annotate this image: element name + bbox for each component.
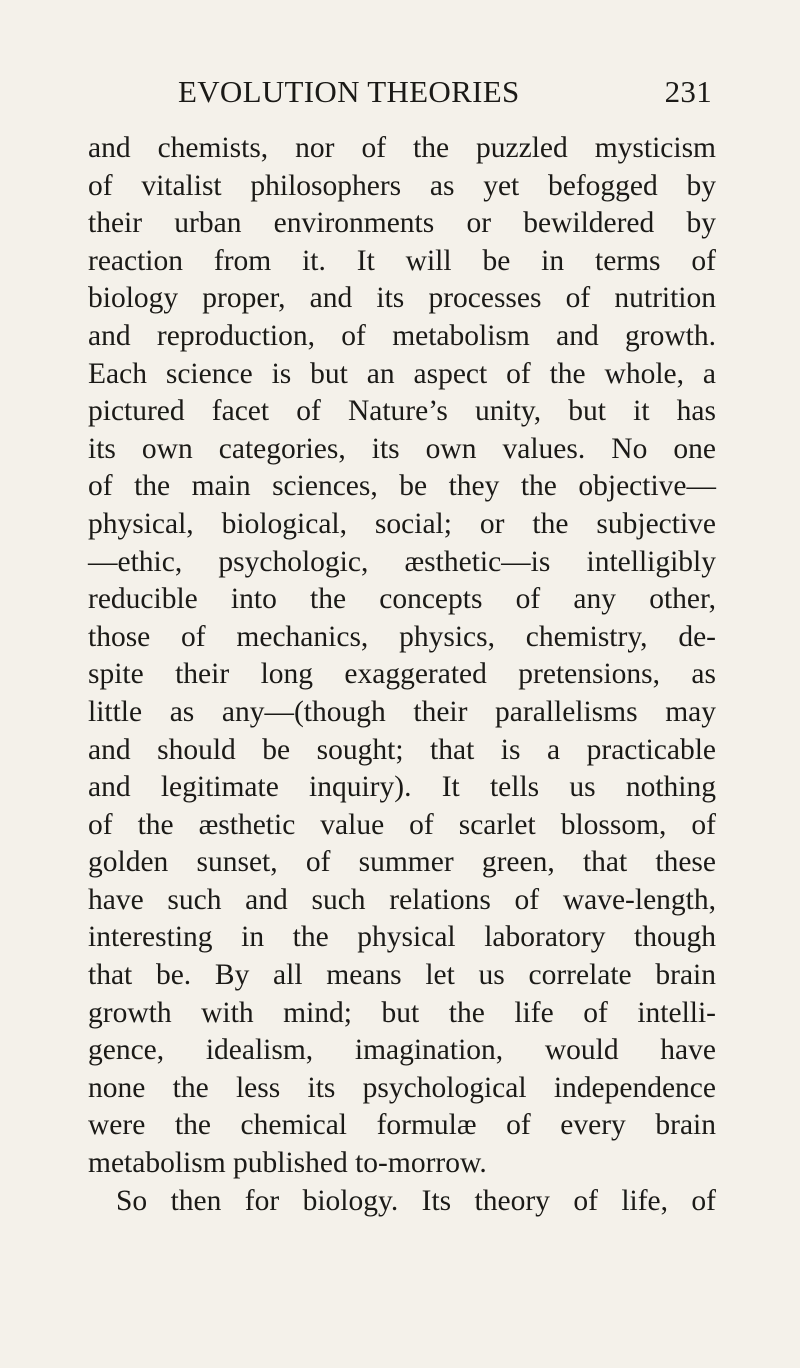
text-line: of vitalist philosophers as yet befogged by [88,169,716,202]
text-line: those of mechanics, physics, chemistry, de- [88,620,716,653]
text-line: and should be sought; that is a practicable [88,733,716,766]
text-line: reaction from it. It will be in terms of [88,244,716,277]
text-line: growth with mind; but the life of intelli- [88,996,716,1029]
running-head-title: EVOLUTION THEORIES [178,74,520,109]
text-line: pictured facet of Nature’s unity, but it has [88,395,716,428]
text-line: have such and such relations of wave-length, [88,883,716,916]
text-line: none the less its psychological independence [88,1071,716,1104]
text-line: reducible into the concepts of any other, [88,583,716,616]
text-line: its own categories, its own values. No one [88,432,716,465]
running-head [178,70,712,114]
text-line: Each science is but an aspect of the whole, a [88,357,716,390]
text-line: of the æsthetic value of scarlet blossom, of [88,808,716,841]
text-line: little as any—(though their parallelisms may [88,695,716,728]
text-line: and legitimate inquiry). It tells us nothing [88,771,716,804]
text-line: biology proper, and its processes of nutrition [88,282,716,315]
text-line: golden sunset, of summer green, that these [88,846,716,879]
text-line: physical, biological, social; or the subjective [88,507,716,540]
body-text [88,130,716,1220]
text-line: spite their long exaggerated pretensions, as [88,658,716,691]
text-line: metabolism published to-morrow. [88,1147,487,1180]
page-number: 231 [664,74,712,109]
text-line: —ethic, psychologic, æsthetic—is intelligibly [88,545,716,578]
text-line: interesting in the physical laboratory though [88,921,716,954]
text-line: gence, idealism, imagination, would have [88,1034,716,1067]
text-line: that be. By all means let us correlate brain [88,959,716,992]
text-line: and chemists, nor of the puzzled mysticism [88,132,716,164]
text-line: their urban environments or bewildered by [88,207,716,240]
text-line: and reproduction, of metabolism and growth. [88,319,716,352]
text-line: of the main sciences, be they the objective— [88,470,716,503]
text-line: So then for biology. Its theory of life, of [116,1184,716,1217]
text-line: were the chemical formulæ of every brain [88,1109,716,1142]
